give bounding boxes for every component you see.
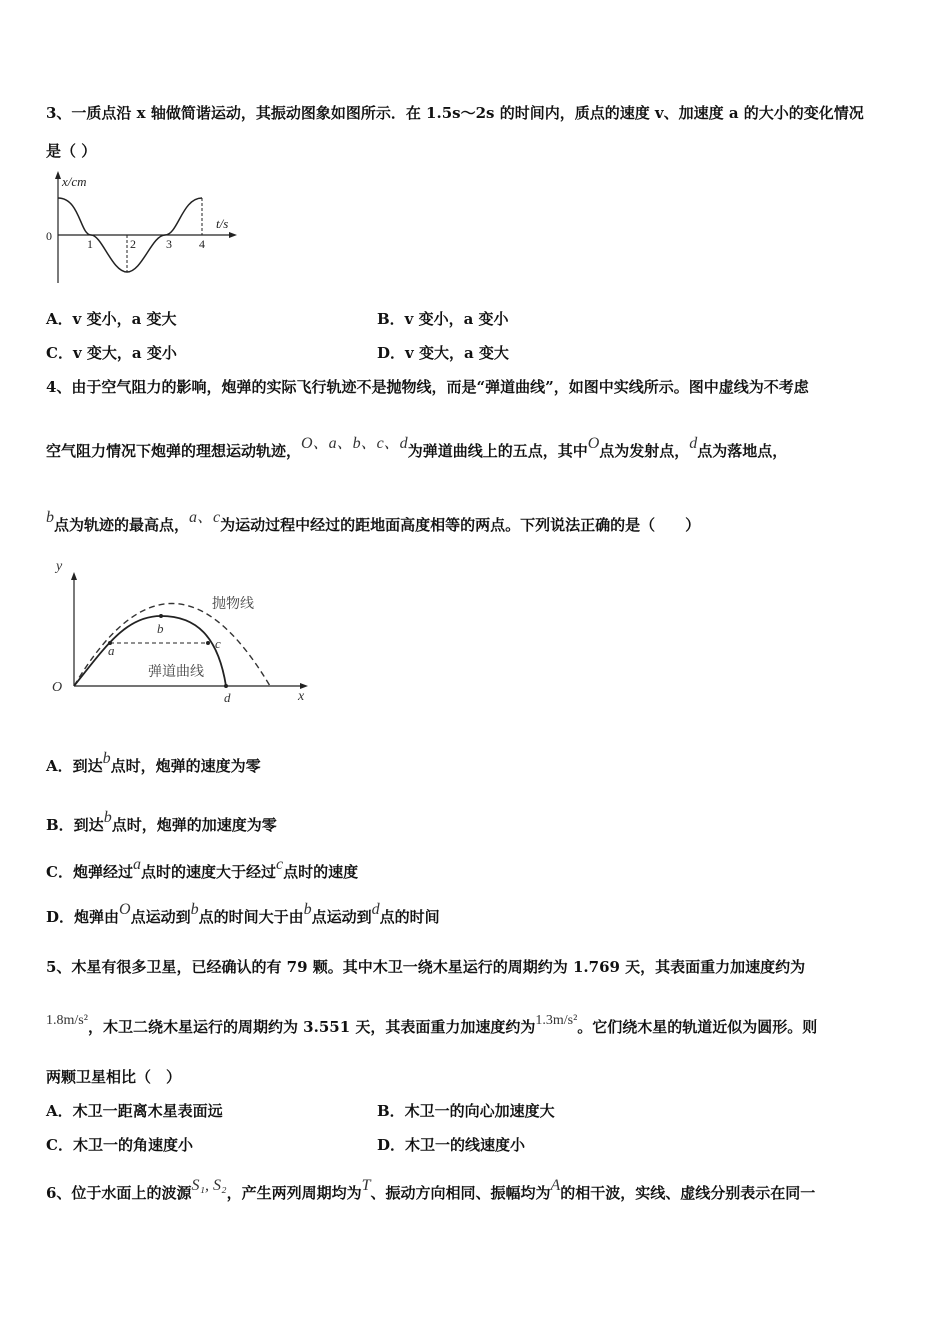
q3-option-a[interactable]: A．v 变小，a 变大 bbox=[46, 310, 177, 328]
q3-ylabel: x/cm bbox=[62, 174, 87, 189]
q4-x-label: x bbox=[298, 689, 305, 704]
q4-option-a[interactable]: A．到达b点时，炮弹的速度为零 bbox=[46, 750, 261, 775]
q5-g1-math: 1.8m/s² bbox=[46, 1013, 88, 1028]
q4-landing-math: d bbox=[689, 435, 698, 452]
q3-stem-line2: 是（ ） bbox=[46, 142, 97, 160]
q4-point-b bbox=[159, 614, 163, 618]
q3-tick-3: 3 bbox=[166, 237, 172, 251]
q4-option-d[interactable]: D．炮弹由O点运动到b点的时间大于由b点运动到d点的时间 bbox=[46, 901, 440, 926]
q4-stem-line2: 空气阻力情况下炮弹的理想运动轨迹，O、a、b、c、d为弹道曲线上的五点，其中O点为发射点，d点为落地点， bbox=[46, 435, 788, 460]
q4-y-label: y bbox=[56, 559, 63, 574]
q5-stem-line1: 5、木星有很多卫星，已经确认的有 79 颗。其中木卫一绕木星运行的周期约为 1.769 天，其表面重力加速度约为 bbox=[46, 958, 806, 976]
q4-ballistic-label: 弹道曲线 bbox=[148, 665, 204, 680]
q4-label-b: b bbox=[157, 621, 164, 636]
q3-x-arrow bbox=[229, 232, 237, 238]
q4-ac-math: a、c bbox=[189, 509, 221, 526]
q4-label-a: a bbox=[108, 643, 115, 658]
q4-option-b[interactable]: B．到达b点时，炮弹的加速度为零 bbox=[46, 809, 277, 834]
q3-option-c[interactable]: C．v 变大，a 变小 bbox=[46, 344, 177, 362]
q4-point-c bbox=[206, 641, 210, 645]
q4-parabola-label: 抛物线 bbox=[212, 597, 254, 612]
q6-sources-math: S₁, S₂ bbox=[191, 1177, 227, 1194]
q5-option-b[interactable]: B．木卫一的向心加速度大 bbox=[377, 1102, 555, 1120]
q4-points-math: O、a、b、c、d bbox=[301, 435, 408, 452]
q3-tick-2: 2 bbox=[130, 237, 136, 251]
q4-label-c: c bbox=[215, 636, 221, 651]
q3-xlabel: t/s bbox=[216, 216, 229, 231]
q3-option-b[interactable]: B．v 变小，a 变小 bbox=[377, 310, 509, 328]
q4-highest-math: b bbox=[46, 509, 54, 526]
q4-stem-line1: 4、由于空气阻力的影响，炮弹的实际飞行轨迹不是抛物线，而是“弹道曲线”，如图中实线所示。图中虚线为不考虑 bbox=[46, 378, 809, 396]
q6-amplitude-math: A bbox=[550, 1177, 561, 1194]
q5-stem-line3: 两颗卫星相比（ ） bbox=[46, 1068, 182, 1086]
q5-option-c[interactable]: C．木卫一的角速度小 bbox=[46, 1136, 193, 1154]
q3-tick-1: 1 bbox=[87, 237, 93, 251]
q3-tick-4: 4 bbox=[199, 237, 205, 251]
q5-option-a[interactable]: A．木卫一距离木星表面远 bbox=[46, 1102, 223, 1120]
q5-g2-math: 1.3m/s² bbox=[535, 1013, 578, 1028]
q4-option-c[interactable]: C．炮弹经过a点时的速度大于经过c点时的速度 bbox=[46, 856, 359, 881]
q4-trajectory-figure bbox=[46, 556, 316, 706]
q3-stem-line1: 3、一质点沿 x 轴做简谐运动，其振动图象如图所示．在 1.5s～2s 的时间内，质点的速度 v、加速度 a 的大小的变化情况 bbox=[46, 104, 864, 122]
q4-label-d: d bbox=[224, 690, 231, 705]
q6-stem-line1: 6、位于水面上的波源S₁, S₂，产生两列周期均为T、振动方向相同、振幅均为A的相干波，实线、虚线分别表示在同一 bbox=[46, 1177, 816, 1202]
q5-option-d[interactable]: D．木卫一的线速度小 bbox=[377, 1136, 526, 1154]
q4-y-arrow bbox=[71, 572, 77, 580]
q4-origin-label: O bbox=[52, 680, 63, 695]
q5-stem-line2: 1.8m/s²，木卫二绕木星运行的周期约为 3.551 天，其表面重力加速度约为1.3m/s²。它们绕木星的轨道近似为圆形。则 bbox=[46, 1013, 818, 1036]
q4-stem-line3: b点为轨迹的最高点，a、c为运动过程中经过的距地面高度相等的两点。下列说法正确的是（ ） bbox=[46, 509, 701, 534]
q6-period-math: T bbox=[361, 1177, 371, 1194]
q3-y-arrow bbox=[55, 171, 61, 179]
q3-option-d[interactable]: D．v 变大，a 变大 bbox=[377, 344, 509, 362]
q4-point-d bbox=[224, 684, 228, 688]
q4-launch-math: O bbox=[587, 435, 600, 452]
q3-vibration-graph bbox=[40, 168, 250, 288]
q3-origin: 0 bbox=[46, 229, 52, 243]
